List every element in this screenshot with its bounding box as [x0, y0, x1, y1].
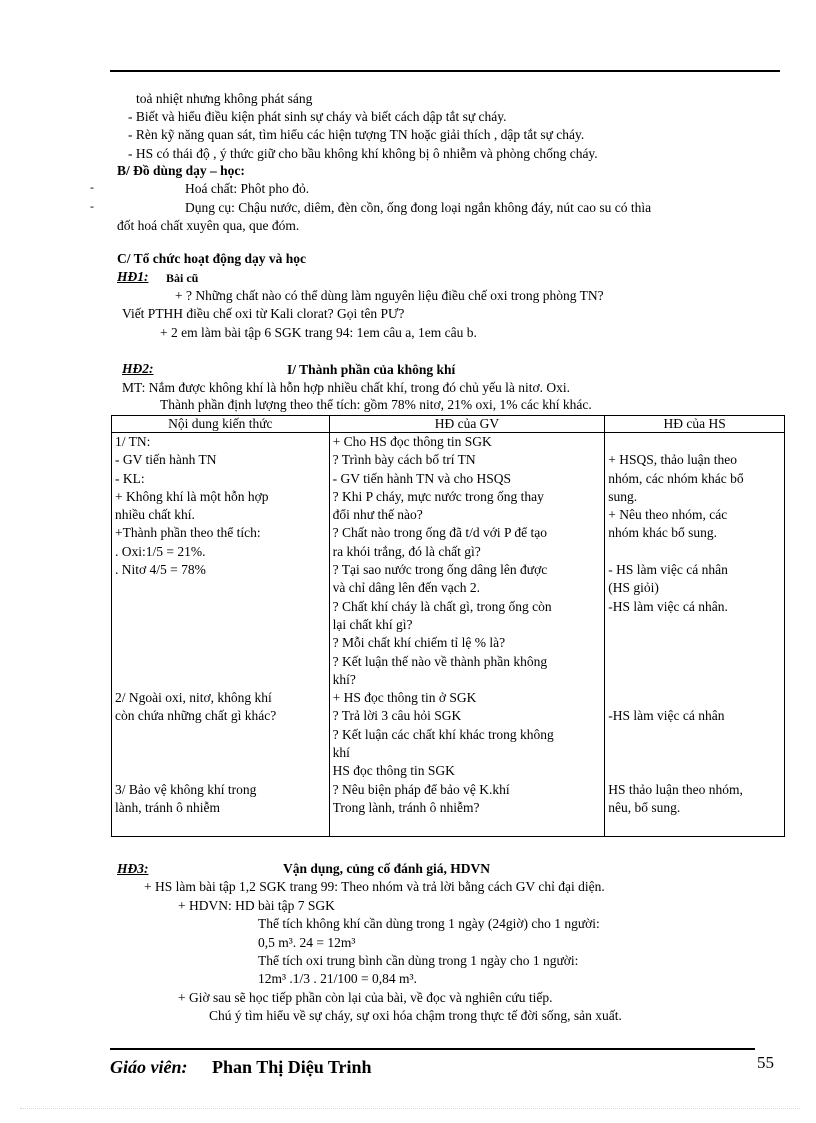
page-number: 55 [757, 1053, 774, 1072]
table-cell-line: lại chất khí gì? [332, 616, 413, 632]
hd2-objective: Thành phần định lượng theo thể tích: gồm 78% nitơ, 21% oxi, 1% các khí khác. [160, 397, 592, 412]
teacher-name: Phan Thị Diệu Trinh [212, 1057, 372, 1077]
table-cell-line [608, 817, 781, 835]
hd3-formula: 12m³ .1/3 . 21/100 = 0,84 m³. [258, 971, 417, 986]
table-cell-line [115, 616, 326, 634]
table-cell-line: ? Khi P cháy, mực nước trong ống thay [332, 488, 544, 504]
table-cell-line [608, 634, 781, 652]
bullet-mark: - [90, 199, 94, 213]
table-cell-line: đổi như thế nào? [332, 507, 423, 523]
student-activity-column [605, 433, 785, 837]
table-cell-line [608, 616, 781, 634]
table-cell-line: + Không khí là một hỗn hợp [115, 488, 269, 504]
header-rule [110, 70, 780, 72]
table-cell-line: ? Trình bày cách bố trí TN [332, 452, 476, 468]
hd3-label: HĐ3: [117, 861, 149, 876]
table-cell-line: Trong lành, tránh ô nhiễm? [332, 799, 480, 815]
hd2-label: HĐ2: [122, 361, 154, 376]
table-cell-line [608, 653, 781, 671]
table-cell-line: . Nitơ 4/5 = 78% [115, 562, 206, 578]
hd3-line: + Giờ sau sẽ học tiếp phần còn lại của bài, về đọc và nghiên cứu tiếp. [178, 990, 553, 1005]
tools-line: Dụng cụ: Chậu nước, diêm, đèn cồn, ống đong loại ngắn không đáy, nút cao su có thìa [185, 200, 652, 215]
table-header: HĐ của HS [605, 416, 785, 433]
table-cell-line: - HS làm việc cá nhân [608, 562, 728, 578]
knowledge-column [112, 433, 330, 837]
table-cell-line [608, 744, 781, 762]
table-cell-line: + Nêu theo nhóm, các [608, 507, 728, 523]
table-cell-line: HS thảo luận theo nhóm, [608, 781, 743, 797]
chemicals-line: Hoá chất: Phôt pho đỏ. [185, 181, 310, 196]
table-cell-line: nhóm, các nhóm khác bổ [608, 470, 744, 486]
table-cell-line [608, 543, 781, 561]
table-cell-line: ? Chất khí cháy là chất gì, trong ống còn [332, 598, 552, 614]
intro-line: - HS có thái độ , ý thức giữ cho bầu không khí không bị ô nhiễm và phòng chống cháy. [128, 146, 598, 161]
table-cell-line: sung. [608, 488, 638, 504]
table-cell-line [608, 762, 781, 780]
table-cell-line: lành, tránh ô nhiễm [115, 799, 220, 815]
teacher-activity-column [329, 433, 605, 837]
hd3-line: Thể tích oxi trung bình cần dùng trong 1 ngày cho 1 người: [258, 953, 579, 968]
table-cell-line [115, 653, 326, 671]
table-cell-line: nhóm khác bổ sung. [608, 525, 718, 541]
table-cell-line [115, 726, 326, 744]
hd3-line: + HS làm bài tập 1,2 SGK trang 99: Theo nhóm và trả lời bằng cách GV chỉ đại diện. [144, 879, 605, 894]
hd1-question: + 2 em làm bài tập 6 SGK trang 94: 1em câu a, 1em câu b. [160, 325, 477, 340]
table-cell-line: ? Mỗi chất khí chiếm tỉ lệ % là? [332, 635, 506, 651]
page-bottom-edge [20, 1108, 800, 1109]
table-cell-line [115, 817, 326, 835]
table-cell-line: 3/ Bảo vệ không khí trong [115, 781, 257, 797]
hd1-question: + ? Những chất nào có thể dùng làm nguyên liệu điều chế oxi trong phòng TN? [175, 288, 604, 303]
table-cell-line [608, 433, 781, 451]
table-cell-line [115, 598, 326, 616]
table-cell-line [608, 689, 781, 707]
table-cell-line [608, 726, 781, 744]
footer-rule [110, 1048, 755, 1050]
table-cell-line: HS đọc thông tin SGK [332, 763, 455, 779]
table-cell-line: + Cho HS đọc thông tin SGK [332, 434, 492, 449]
tools-line: đốt hoá chất xuyên qua, que đóm. [117, 218, 300, 233]
bullet-mark: - [90, 180, 94, 194]
table-cell-line: + HSQS, thảo luận theo [608, 452, 737, 468]
intro-line: toả nhiệt nhưng không phát sáng [136, 91, 313, 106]
table-cell-line: và chỉ dâng lên đến vạch 2. [332, 580, 480, 596]
table-cell-line: ? Trả lời 3 câu hỏi SGK [332, 708, 462, 724]
hd1-question: Viết PTHH điều chế oxi từ Kali clorat? Gọi tên PƯ? [122, 306, 405, 321]
hd3-line: + HDVN: HD bài tập 7 SGK [178, 898, 335, 913]
intro-line: - Rèn kỹ năng quan sát, tìm hiểu các hiện tượng TN hoặc giải thích , dập tắt sự cháy. [128, 127, 585, 142]
hd1-label: HĐ1: [117, 269, 149, 284]
activity-table [111, 415, 785, 837]
hd2-objective: MT: Nắm được không khí là hỗn hợp nhiều chất khí, trong đó chủ yếu là nitơ. Oxi. [122, 380, 570, 395]
hd2-title: I/ Thành phần của không khí [287, 362, 456, 377]
table-cell-line [115, 671, 326, 689]
table-header: Nội dung kiến thức [112, 416, 330, 433]
table-header: HĐ của GV [329, 416, 605, 433]
table-cell-line: ? Kết luận thế nào về thành phần không [332, 653, 548, 669]
table-cell-line: khí [332, 745, 350, 761]
table-cell-line: - GV tiến hành TN [115, 452, 217, 468]
table-cell-line: (HS giỏi) [608, 580, 659, 596]
table-cell-line: -HS làm việc cá nhân. [608, 598, 728, 614]
hd3-line: Chú ý tìm hiểu về sự cháy, sự oxi hóa chậm trong thực tế đời sống, sản xuất. [209, 1008, 622, 1023]
table-cell-line: ? Tại sao nước trong ống dâng lên được [332, 562, 548, 578]
table-cell-line [115, 579, 326, 597]
table-cell-line: - KL: [115, 470, 145, 486]
table-cell-line: . Oxi:1/5 = 21%. [115, 543, 206, 559]
table-cell-line [608, 671, 781, 689]
table-cell-line: + HS đọc thông tin ở SGK [332, 690, 477, 706]
hd3-formula: 0,5 m³. 24 = 12m³ [258, 935, 356, 950]
table-cell-line: khí? [332, 671, 356, 687]
table-cell-line: 1/ TN: [115, 434, 151, 449]
section-b-heading: B/ Đồ dùng dạy – học: [117, 163, 245, 178]
table-cell-line: nhiều chất khí. [115, 507, 195, 523]
hd3-title: Vận dụng, củng cố đánh giá, HDVN [283, 861, 491, 876]
table-cell-line [115, 634, 326, 652]
table-cell-line [333, 817, 602, 835]
section-c-heading: C/ Tổ chức hoạt động dạy và học [117, 251, 307, 266]
table-cell-line: 2/ Ngoài oxi, nitơ, không khí [115, 690, 272, 706]
table-cell-line: -HS làm việc cá nhân [608, 708, 725, 724]
table-cell-line: ra khói trắng, đó là chất gì? [332, 543, 481, 559]
table-cell-line: ? Nêu biện pháp để bảo vệ K.khí [332, 781, 510, 797]
table-cell-line: ? Chất nào trong ống đã t/d với P để tạo [332, 525, 547, 541]
table-cell-line: ? Kết luận các chất khí khác trong không [332, 726, 554, 742]
table-cell-line [115, 762, 326, 780]
table-cell-line: +Thành phần theo thể tích: [115, 525, 261, 541]
hd3-line: Thể tích không khí cần dùng trong 1 ngày (24giờ) cho 1 người: [258, 916, 600, 931]
table-cell-line: nêu, bổ sung. [608, 799, 681, 815]
table-cell-line: còn chứa những chất gì khác? [115, 708, 277, 724]
table-cell-line: - GV tiến hành TN và cho HSQS [332, 470, 511, 486]
footer-label: Giáo viên: [110, 1057, 188, 1077]
table-cell-line [115, 744, 326, 762]
intro-line: - Biết và hiểu điều kiện phát sinh sự cháy và biết cách dập tắt sự cháy. [128, 109, 507, 124]
hd1-title: Bài cũ [166, 271, 199, 285]
